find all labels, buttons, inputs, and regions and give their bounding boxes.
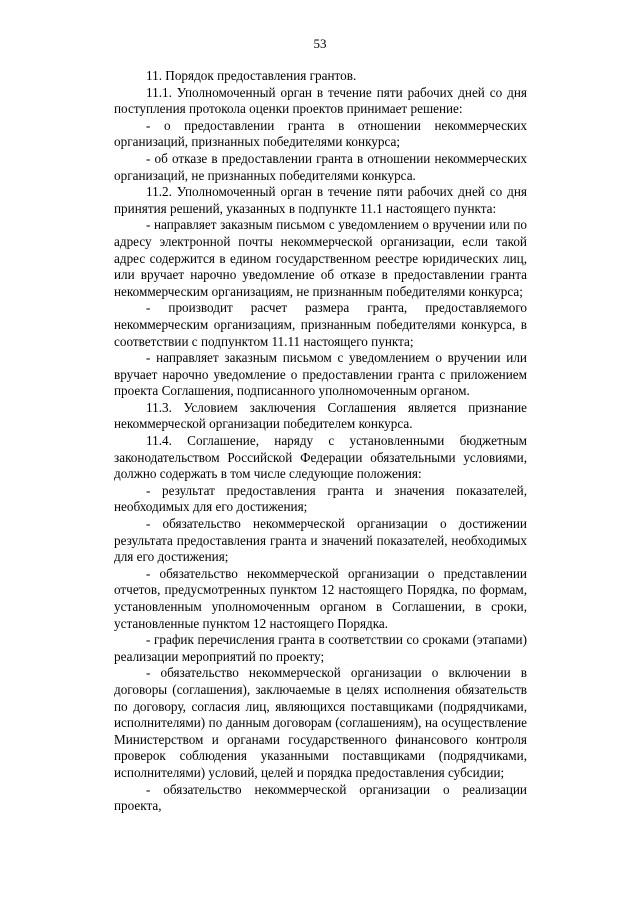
paragraph-11-3: 11.3. Условием заключения Соглашения является признание некоммерческой организации победителем конкурса.: [114, 399, 527, 432]
page-number: 53: [313, 36, 327, 51]
list-item: - график перечисления гранта в соответствии со сроками (этапами) реализации мероприятий по проекту;: [114, 632, 527, 664]
list-item: - обязательство некоммерческой организации о представлении отчетов, предусмотренных пунктом 12 настоящего Порядка, по формам, установленным уполномоченным органом в Соглашении, в сроки, установленные пунктом 12 настоящего Порядка.: [114, 565, 527, 631]
list-item: - производит расчет размера гранта, предоставляемого некоммерческим организациям, признанным победителями конкурса, в соответствии с подпунктом 11.11 настоящего пункта;: [114, 300, 527, 349]
document-body: [114, 68, 527, 815]
list-item: - о предоставлении гранта в отношении некоммерческих организаций, признанных победителями конкурса;: [114, 117, 527, 150]
paragraph-11-1: 11.1. Уполномоченный орган в течение пяти рабочих дней со дня поступления протокола оценки проектов принимает решение:: [114, 84, 527, 117]
paragraph-11-2: 11.2. Уполномоченный орган в течение пяти рабочих дней со дня принятия решений, указанных в подпункте 11.1 настоящего пункта:: [114, 184, 527, 216]
list-item: - направляет заказным письмом с уведомлением о вручении или по адресу электронной почты некоммерческой организации, если такой адрес содержится в едином государственном реестре юридических лиц, или вручает нарочно уведомление об отказе в предоставлении гранта некоммерческим организациям, не признанным победителями конкурса;: [114, 217, 527, 299]
paragraph-11-4: 11.4. Соглашение, наряду с установленными бюджетным законодательством Российской Федерации обязательными условиями, должно содержать в том числе следующие положения:: [114, 433, 527, 482]
list-item: - направляет заказным письмом с уведомлением о вручении или вручает нарочно уведомление о предоставлении гранта с приложением проекта Соглашения, подписанного уполномоченным органом.: [114, 350, 527, 399]
list-item: - об отказе в предоставлении гранта в отношении некоммерческих организаций, не признанных победителями конкурса.: [114, 150, 527, 183]
list-item: - результат предоставления гранта и значения показателей, необходимых для его достижения;: [114, 482, 527, 515]
list-item: - обязательство некоммерческой организации о достижении результата предоставления гранта и значений показателей, необходимых для его достижения;: [114, 516, 527, 565]
section-heading: 11. Порядок предоставления грантов.: [146, 68, 357, 83]
list-item: - обязательство некоммерческой организации о включении в договоры (соглашения), заключаемые в целях исполнения обязательств по договору, согласия лиц, являющихся поставщиками (подрядчиками, исполнителями) по данным договорам (соглашениям), на осуществление Министерством и органами государственного финансового контроля проверок соблюдения указанными поставщиками (подрядчиками, исполнителями) условий, целей и порядка предоставления субсидии;: [114, 665, 527, 780]
list-item: - обязательство некоммерческой организации о реализации проекта,: [114, 781, 527, 814]
